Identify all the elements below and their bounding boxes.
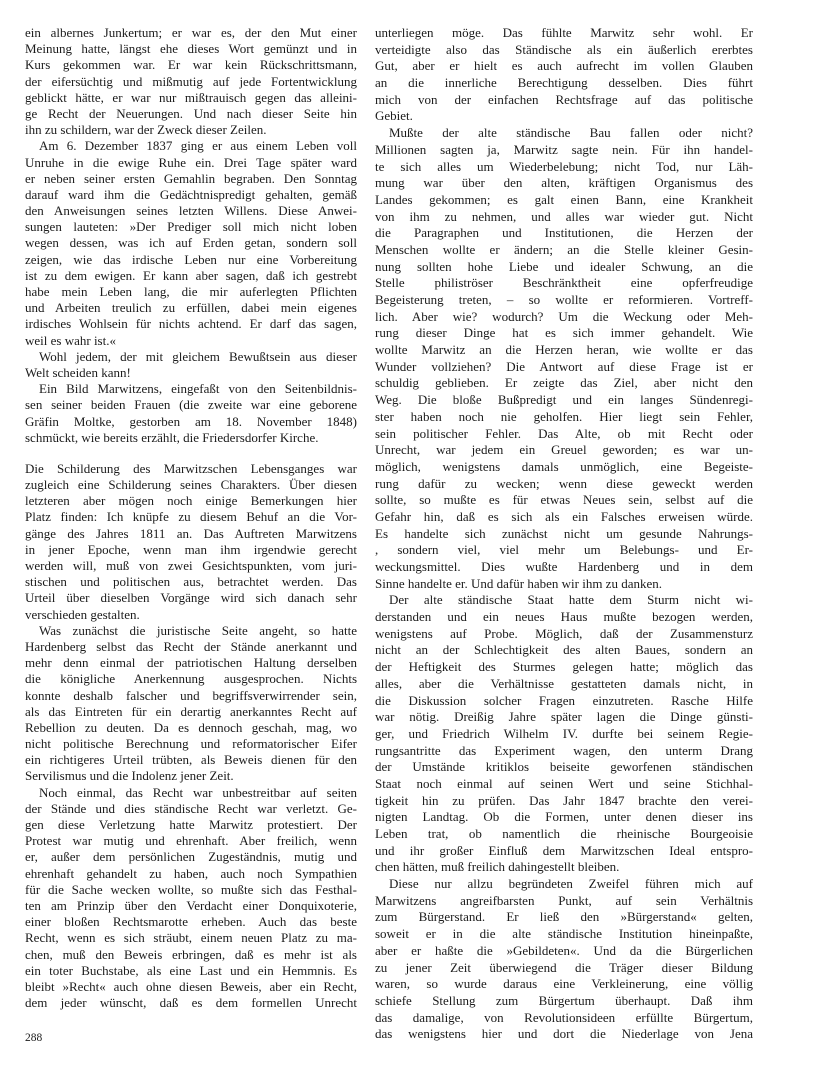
text-line: Weg. Die bloße Bußpredigt und ein langes Sündenregi-: [375, 392, 753, 408]
text-line: , sondern viel, viel mehr um Belebungs- und Er-: [375, 542, 753, 558]
text-line: Sinne handelte er. Und dafür haben wir ihm zu danken.: [375, 575, 662, 591]
text-line: ger, und Friedrich Wilhelm IV. durfte bei seinem Regie-: [375, 725, 753, 741]
text-line: geblickt hätte, er war nur mißtrauisch gegen das alleini-: [25, 89, 357, 105]
text-line: derstanden und ein neues Haus mußte bezogen werden,: [375, 609, 753, 625]
text-line: letzteren aber mögen noch einige Bemerkungen hier: [25, 493, 357, 509]
text-line: das wenigstens hier und dort die Niederlage von Jena: [375, 1026, 753, 1042]
text-line: mich von der einfachen Rechtsfrage auf das politische: [375, 91, 753, 107]
text-line: zugleich eine Schilderung seines Charakters. Über diesen: [25, 477, 357, 493]
text-line: und Arbeiten treulich zu erfüllen, dabei mein eigenes: [25, 300, 357, 316]
text-line: ehrenhaft gehandelt zu haben, auch noch Sympathien: [25, 865, 357, 881]
text-line: gen diese Verletzung hatte Marwitz protestiert. Der: [25, 817, 357, 832]
text-line: weil es wahr ist.«: [25, 332, 116, 348]
left-column: [25, 25, 357, 1011]
text-line: der eifersüchtig und mißmutig auf jede Fortentwicklung: [25, 73, 357, 89]
text-line: als das Eintreten für ein derartig anerkanntes Recht auf: [25, 703, 357, 719]
text-line: rungsantritte das Experiment wagen, den unterm Drang: [375, 742, 753, 758]
text-line: Die Schilderung des Marwitzschen Lebensganges war: [25, 460, 357, 476]
text-line: irdisches Wohlsein für nichts achtend. Er darf das sagen,: [25, 316, 357, 332]
text-line: nicht an der Schlechtigkeit des alten Baues, sondern an: [375, 642, 753, 658]
text-line: der Stände und dies ständische Recht war verletzt. Ge-: [25, 800, 357, 816]
text-line: gänge des Jahres 1811 an. Das Auftreten Marwitzens: [25, 525, 357, 541]
text-line: Begeisterung treten, – so wollte er reformieren. Vortreff-: [375, 292, 753, 307]
text-line: sungen lauteten: »Der Prediger soll mich nicht loben: [25, 219, 357, 235]
text-line: von ihm zu nehmen, und alles war wieder gut. Nicht: [375, 208, 753, 224]
text-line: bleibt »Recht« auch ohne diesen Beweis, aber ein Recht,: [25, 978, 357, 994]
text-line: der Umstände kritiklos beiseite geworfenen ständischen: [375, 759, 753, 775]
text-line: tigkeit hin zu prüfen. Das Jahr 1847 brachte den verei-: [375, 792, 753, 808]
text-line: Unrecht, war jedem ein Greuel geworden; es war un-: [375, 442, 753, 458]
text-line: werden will, muß von zwei Gesichtspunkten, vom juri-: [25, 558, 357, 573]
text-line: chen hätten, muß freilich dahingestellt bleiben.: [375, 859, 620, 875]
text-line: verschieden gestalten.: [25, 606, 140, 622]
text-line: die königliche Anerkennung ausgesprochen. Nichts: [25, 671, 357, 687]
text-line: lich. Aber wie? wodurch? Um die Weckung oder Meh-: [375, 308, 753, 324]
text-line: unterliegen möge. Das fühlte Marwitz sehr wohl. Er: [375, 25, 753, 40]
text-line: Ein Bild Marwitzens, eingefaßt von den Seitenbildnis-: [39, 381, 357, 397]
text-line: Unruhe in die ewige Ruhe ein. Drei Tage später ward: [25, 154, 357, 170]
text-line: für die Sache wecken wollte, so mußte sich das Festhal-: [25, 881, 357, 897]
text-line: Marwitzens angreifbarsten Punkt, auf sein Verhältnis: [375, 892, 753, 908]
text-line: Diese nur allzu begründeten Zweifel führen mich auf: [389, 876, 753, 892]
text-line: er, außer dem persönlichen Zugeständnis, mutig und: [25, 849, 357, 865]
text-line: ein toter Buchstabe, als eine Last und ein Hemmnis. Es: [25, 962, 357, 978]
text-line: rung dieser Dinge hat es sich immer gehandelt. Wie: [375, 325, 753, 341]
text-line: an die innerliche Berechtigung desselben. Dies führt: [375, 75, 753, 91]
text-line: sollte, so mußte es für etwas Neues sein, selbst auf die: [375, 492, 753, 508]
text-line: in jener Epoche, wenn man ihm irgendwie gerecht: [25, 541, 357, 557]
text-line: das damalige, von Revolutionsideen erfüllte Bürgertum,: [375, 1009, 753, 1025]
text-line: der Heftigkeit des Sturmes gelegen hatte; möglich das: [375, 659, 753, 675]
text-line: Gefahr hin, daß es sich als ein Falsches erweisen würde.: [375, 508, 753, 524]
text-line: rung dafür zu wecken; wenn diese geweckt werden: [375, 475, 753, 491]
text-line: Leben trat, ob namentlich die rheinische Bourgeoisie: [375, 826, 753, 841]
text-line: zu jener Zeit überwiegend die Träger dieser Bildung: [375, 959, 753, 975]
text-line: chen, muß den Beweis erbringen, daß es mehr ist als: [25, 946, 357, 962]
text-line: mehr denn einmal der patriotischen Haltung derselben: [25, 655, 357, 671]
text-line: dem jeder wünscht, daß es dem formellen Unrecht: [25, 995, 357, 1011]
text-line: ein richtigeres Urteil trübten, als Beweis dienen für den: [25, 752, 357, 768]
text-line: Der alte ständische Staat hatte dem Sturm nicht wi-: [389, 592, 753, 608]
text-line: die Paragraphen und Institutionen, die Herzen der: [375, 225, 753, 241]
text-line: Stelle philiströser Beschränktheit eine opferfreudige: [375, 275, 753, 291]
text-line: Was zunächst die juristische Seite angeht, so hatte: [39, 622, 357, 638]
text-line: ten am Prinzip über den Verdacht einer Donquixoterie,: [25, 897, 357, 913]
text-line: Meinung hatte, längst ehe dieses Wort gemünzt und in: [25, 41, 357, 57]
text-line: sen seiner beiden Frauen (die zweite war eine geborene: [25, 397, 357, 413]
text-line: nicht politische Berechnung und reformatorischer Eifer: [25, 736, 357, 752]
text-line: darauf ward ihm die Gedächtnispredigt gehalten, gemäß: [25, 186, 357, 202]
text-line: zum Bürgerstand. Er ließ den »Bürgerstand« gelten,: [375, 909, 753, 925]
text-line: möglich, wenigstens damals unmöglich, eine Begeiste-: [375, 458, 753, 474]
text-line: Menschen wollte er ändern; an die Stelle kleiner Gesin-: [375, 241, 753, 257]
text-line: Hardenberg selbst das Recht der Stände anerkannt und: [25, 638, 357, 654]
text-line: Wunder vollziehen? Die Antwort auf diese Frage ist er: [375, 358, 753, 374]
text-line: wollte Marwitz an die Herzen heran, wie wollte er das: [375, 342, 753, 358]
text-line: Gebiet.: [375, 108, 413, 124]
text-line: Landes gekommen; es galt einen Bann, eine Krankheit: [375, 191, 753, 207]
text-line: habe mein Leben lang, die mir auferlegten Pflichten: [25, 284, 357, 299]
text-line: war nötig. Dreißig Jahre später lagen die Dinge günsti-: [375, 709, 753, 725]
text-line: Gut, aber er hielt es auch aufrecht im vollen Glauben: [375, 58, 753, 74]
text-line: die Diskussion solcher Fragen einzutreten. Rasche Hilfe: [375, 692, 753, 708]
text-line: konnte deshalb falscher und begriffsverwirrender sein,: [25, 687, 357, 703]
text-line: Welt scheiden kann!: [25, 364, 131, 380]
text-line: weckungsmittel. Dies wußte Hardenberg und in dem: [375, 559, 753, 574]
text-line: mung war über den alten, kräftigen Organismus des: [375, 175, 753, 191]
text-line: verteidigte also das Ständische als ein äußerlich ererbtes: [375, 41, 753, 57]
text-line: Urteil über dieselben Vorgänge wird sich danach sehr: [25, 590, 357, 606]
text-line: Noch einmal, das Recht war unbestreitbar auf seiten: [39, 784, 357, 800]
text-line: ein albernes Junkertum; er war es, der den Mut einer: [25, 25, 357, 40]
text-line: stischen und politischen aus, betrachtet werden. Das: [25, 574, 357, 590]
text-line: Am 6. Dezember 1837 ging er aus einem Leben voll: [39, 138, 357, 154]
text-line: schuldig geblieben. Er zeigte das Ziel, aber nicht den: [375, 375, 753, 391]
text-line: Rebellion zu deuten. Da es dennoch geschah, mag, wo: [25, 719, 357, 735]
text-line: Millionen sagten ja, Marwitz sagte nein. Für ihn handel-: [375, 141, 753, 157]
text-line: Staat noch einmal auf seinen Wert und seine Stichhal-: [375, 775, 753, 791]
text-line: ge Recht der Neuerungen. Und nach dieser Seite hin: [25, 105, 357, 121]
text-line: nung sollten hohe Liebe und idealer Schwung, an die: [375, 258, 753, 274]
text-line: Gräfin Moltke, gestorben am 18. November 1848): [25, 413, 357, 429]
text-line: wegen dessen, was ich auf Erden getan, sondern soll: [25, 235, 357, 251]
text-line: schiefe Stellung zum Bürgertum überhaupt. Daß ihm: [375, 992, 753, 1008]
text-line: Kurs gekommen war. Er war kein Rückschrittsmann,: [25, 57, 357, 73]
text-line: te sich alles um Wiederbelebung; nicht Tod, nur Läh-: [375, 158, 753, 174]
text-line: wenigstens auf Probe. Möglich, daß der Zusammensturz: [375, 625, 753, 641]
text-line: soweit er in die alte ständische Institution hineinpaßte,: [375, 926, 753, 942]
text-line: ist zu dem ewigen. Er kann aber sagen, daß ich gestrebt: [25, 267, 357, 283]
text-line: Es handelte sich zunächst nicht um gesunde Nahrungs-: [375, 525, 753, 541]
page-number: 288: [25, 1032, 43, 1044]
text-line: aber er haßte die »Gebildeten«. Und da die Bürgerlichen: [375, 942, 753, 958]
text-line: den Anweisungen seines letzten Willens. Diese Anwei-: [25, 203, 357, 219]
text-line: Servilismus und die Indolenz jener Zeit.: [25, 768, 234, 784]
text-line: Mußte der alte ständische Bau fallen oder nicht?: [389, 125, 753, 141]
text-line: einer bloßen Rechtsmarotte erheben. Auch das beste: [25, 914, 357, 930]
text-line: zeigen, wie das irdische Leben nur eine Vorbereitung: [25, 251, 357, 267]
text-line: ihn zu schildern, war der Zweck dieser Zeilen.: [25, 122, 267, 138]
text-line: nigten Landtag. Ob die Formen, unter denen dieser ins: [375, 809, 753, 825]
text-line: Recht, wenn es sich sträubt, einem neuen Platz zu ma-: [25, 930, 357, 946]
text-line: Protest war mutig und ehrenhaft. Aber freilich, wenn: [25, 833, 357, 849]
text-line: er neben seiner ersten Gemahlin begraben. Den Sonntag: [25, 170, 357, 186]
right-column: [375, 25, 753, 1043]
text-line: ster haben noch nie geholfen. Hier liegt sein Fehler,: [375, 408, 753, 424]
text-line: alles, aber die Verhältnisse gestatteten damals nicht, in: [375, 675, 753, 691]
text-line: Platz finden: Ich knüpfe zu diesem Behuf an die Vor-: [25, 509, 357, 525]
text-line: und ihr großer Einfluß dem Marwitzschen Ideal entspro-: [375, 842, 753, 858]
text-line: Wohl jedem, der mit gleichem Bewußtsein aus dieser: [39, 348, 357, 364]
text-line: sein politischer Fehler. Das Alte, ob mit Recht oder: [375, 425, 753, 441]
text-line: schmückt, wie bereits erzählt, die Friedersdorfer Kirche.: [25, 429, 319, 445]
text-line: waren, so wurde daraus eine Verkleinerung, eine völlig: [375, 976, 753, 992]
